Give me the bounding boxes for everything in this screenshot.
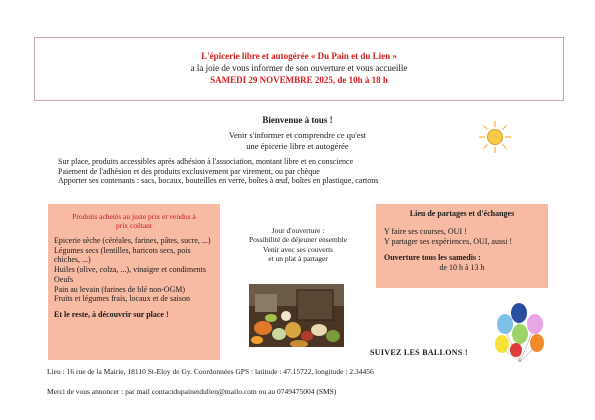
balloons-icon — [490, 300, 550, 368]
intro-text — [0, 130, 595, 152]
opening-day-info — [228, 226, 368, 263]
product-item: Epicerie sèche (céréales, farines, pâtes, sucre, ...) — [54, 236, 211, 245]
sharing-panel — [376, 204, 548, 288]
rule-item: Paiement de l'adhésion et des produits exclusivement par virement, ou par chèque — [58, 166, 320, 176]
header-box — [34, 37, 564, 101]
welcome-heading: Bienvenue à tous ! — [262, 115, 333, 125]
hours-value: de 10 h à 13 h — [439, 263, 485, 273]
product-item: Fruits et légumes frais, locaux et de saison — [54, 294, 190, 304]
rule-item: Apporter ses contenants : sacs, bocaux, bouteilles en verre, boîtes à œuf, boîtes en plastique, cartons — [58, 176, 379, 186]
sharing-line: Y partager ses expériences, OUI, aussi ! — [384, 236, 513, 246]
header-title: L'épicerie libre et autogérée « Du Pain et du Lien » — [201, 51, 397, 61]
harvest-photo — [249, 284, 344, 347]
rules-list — [58, 157, 478, 186]
header-date: SAMEDI 29 NOVEMBRE 2025, de 10h à 18 h — [210, 75, 388, 85]
products-title: Produits achetés au juste prix et vendus à prix coûtant — [72, 212, 196, 230]
opening-day-line: Venir avec ses couverts — [262, 244, 334, 254]
contact-text: Merci de vous annoncer : par mail contactdupainetdulien@mailo.com ou au 0749475004 (SMS) — [47, 387, 337, 396]
products-panel — [48, 204, 220, 360]
opening-day-line: et un plat à partager — [268, 253, 328, 263]
intro-line-1: Venir s'informer et comprendre ce qu'est — [228, 130, 367, 140]
product-item: Huiles (olive, colza, ...), vinaigre et condiments — [54, 265, 206, 275]
follow-balloons-text: SUIVEZ LES BALLONS ! — [370, 348, 468, 357]
product-item: Légumes secs (lentilles, haricots secs, pois chiches, ...) — [54, 245, 191, 265]
rule-item: Sur place, produits accessibles après adhésion à l'association, montant libre et en conscience — [58, 157, 354, 166]
sharing-title: Lieu de partages et d'échanges — [409, 209, 515, 218]
intro-line-2: une épicerie libre et autogérée — [246, 141, 349, 151]
opening-day-line: Possibilité de déjeuner ensemble — [248, 235, 348, 245]
header-subtitle: a la joie de vous informer de son ouverture et vous accueille — [190, 63, 408, 73]
products-footer: Et le reste, à découvrir sur place ! — [54, 309, 169, 319]
hours-title: Ouverture tous les samedis : — [384, 253, 481, 263]
location-text: Lieu : 16 rue de la Mairie, 18110 St-Eloy de Gy. Coordonnées GPS : latitude : 47.15722, longitude : 2.34456 — [47, 367, 374, 376]
opening-day-line: Jour d'ouverture : — [271, 226, 325, 235]
product-item: Oeufs — [54, 274, 74, 284]
product-item: Pain au levain (farines de blé non-OGM) — [54, 284, 186, 294]
sharing-line: Y faire ses courses, OUI ! — [384, 226, 467, 236]
